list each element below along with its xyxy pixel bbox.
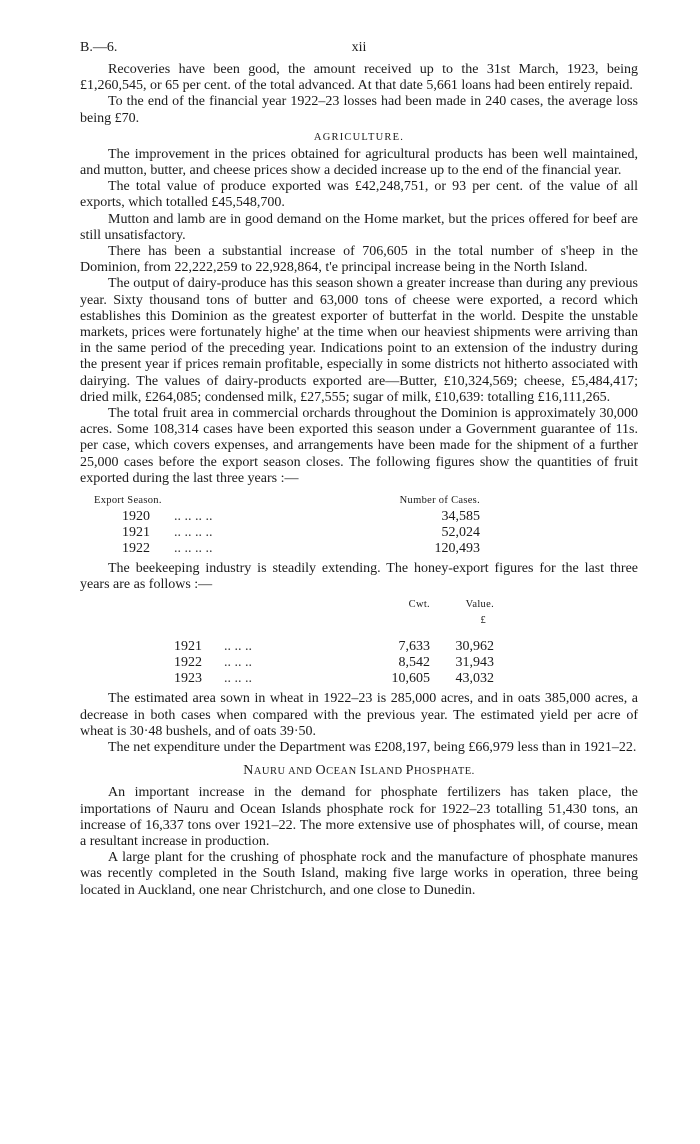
table-row xyxy=(94,541,480,557)
paragraph: The beekeeping industry is steadily extending. The honey-export figures for the last three years are as follows :— xyxy=(80,561,638,593)
paragraph: The improvement in the prices obtained for agricultural products has been well maintained, and mutton, butter, and cheese prices show a decided increase up to the end of the financial year. xyxy=(80,146,638,179)
season-year: 1921 xyxy=(122,525,150,541)
table-row xyxy=(174,639,494,655)
cwt-value: 8,542 xyxy=(398,655,430,671)
leader-dots: .. .. .. xyxy=(224,655,252,671)
cwt-value: 10,605 xyxy=(391,671,430,687)
leader-dots: .. .. .. .. xyxy=(174,509,213,525)
column-header-cwt: Cwt. xyxy=(408,599,430,611)
honey-value: 43,032 xyxy=(455,671,494,687)
honey-year: 1922 xyxy=(174,655,202,671)
page-number: xii xyxy=(351,40,367,55)
section-heading-agriculture: AGRICULTURE. xyxy=(313,131,405,143)
paragraph: To the end of the financial year 1922–23 losses had been made in 240 cases, the average loss being £70. xyxy=(80,94,638,126)
honey-year: 1923 xyxy=(174,671,202,687)
paragraph: A large plant for the crushing of phosphate rock and the manufacture of phosphate manures was recently completed in the South Island, making five large works in operation, three being located in Auckland, one near Christchurch, and one close to Dunedin. xyxy=(80,850,638,898)
leader-dots: .. .. .. .. xyxy=(174,541,213,557)
season-year: 1920 xyxy=(122,509,150,525)
paragraph: The estimated area sown in wheat in 1922–23 is 285,000 acres, and in oats 385,000 acres, a decrease in both cases when compared with the previous year. The estimated yield per acre of wheat is 30·48 bushels, and of oats 39·50. xyxy=(80,691,638,739)
cases-value: 34,585 xyxy=(441,509,480,525)
leader-dots: .. .. .. xyxy=(224,671,252,687)
honey-export-table xyxy=(174,597,494,687)
season-year: 1922 xyxy=(122,541,150,557)
report-reference: B.—6. xyxy=(80,40,118,55)
table-row xyxy=(94,509,480,525)
table-row xyxy=(94,525,480,541)
paragraph: Mutton and lamb are in good demand on the Home market, but the prices offered for beef are still unsatisfactory. xyxy=(80,211,638,243)
cases-value: 120,493 xyxy=(434,541,480,557)
leader-dots: .. .. .. .. xyxy=(174,525,213,541)
paragraph: An important increase in the demand for phosphate fertilizers has taken place, the importations of Nauru and Ocean Islands phosphate rock for 1922–23 totalling 51,430 tons, an increase of 16,337 tons over 1921–22. The more extensive use of phosphates will, of course, mean a resultant increase in production. xyxy=(80,785,638,849)
paragraph: Recoveries have been good, the amount received up to the 31st March, 1923, being £1,260,545, or 65 per cent. of the total advanced. At that date 5,661 loans had been entirely repaid. xyxy=(80,62,638,94)
table-row xyxy=(174,671,494,687)
table-row xyxy=(174,655,494,671)
honey-value: 30,962 xyxy=(455,639,494,655)
document-page xyxy=(80,40,638,899)
paragraph: The net expenditure under the Department was £208,197, being £66,979 less than in 1921–22. xyxy=(108,740,637,756)
honey-value: 31,943 xyxy=(455,655,494,671)
cwt-value: 7,633 xyxy=(398,639,430,655)
cases-value: 52,024 xyxy=(441,525,480,541)
paragraph: The output of dairy-produce has this season shown a greater increase than during any previous year. Sixty thousand tons of butter and 63,000 tons of cheese were exported, a record which establishes this Dominion as the greatest exporter of butterfat in the world. Despite the unstable markets, prices were fortunately highe' at the time when our heaviest shipments were arriving than in the same period of the preceding year. Indications point to an extension of the industry during the present year if prices remain profitable, especially in some districts not hitherto associated with dairying. The values of dairy-products exported are—Butter, £10,324,569; cheese, £5,484,417; dried milk, £264,085; condensed milk, £27,555; sugar of milk, £10,639: totalling £16,111,265. xyxy=(80,276,638,405)
fruit-export-table xyxy=(94,493,480,557)
paragraph: The total value of produce exported was £42,248,751, or 93 per cent. of the value of all exports, which totalled £45,548,700. xyxy=(80,179,638,211)
leader-dots: .. .. .. xyxy=(224,639,252,655)
column-header-value: Value. xyxy=(465,599,494,611)
column-header-season: Export Season. xyxy=(94,495,162,507)
section-heading-phosphate: NAURU AND OCEAN ISLAND PHOSPHATE. xyxy=(243,763,475,779)
column-header-cases: Number of Cases. xyxy=(399,495,480,507)
honey-year: 1921 xyxy=(174,639,202,655)
paragraph: There has been a substantial increase of 706,605 in the total number of s'heep in the Dominion, from 22,222,259 to 22,928,864, t'e principal increase being in the North Island. xyxy=(80,244,638,276)
page-header xyxy=(80,40,638,62)
value-unit: £ xyxy=(480,615,486,627)
paragraph: The total fruit area in commercial orchards throughout the Dominion is approximately 30,000 acres. Some 108,314 cases have been exported this season under a Government guarantee of 11s. per case, which covers expenses, and arrangements have been made for the shipment of a further 25,000 cases before the export season closes. The following figures show the quantities of fruit exported during the last three years :— xyxy=(80,406,638,486)
